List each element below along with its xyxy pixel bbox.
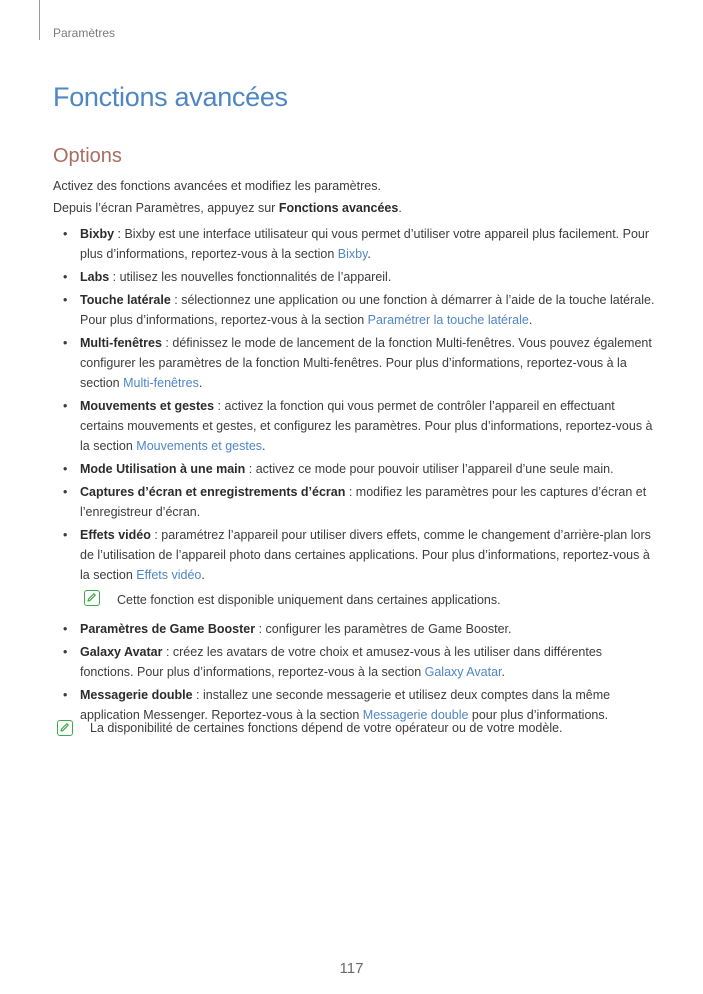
link-parametrer-touche-laterale[interactable]: Paramétrer la touche latérale xyxy=(367,313,529,327)
link-mouvements-gestes[interactable]: Mouvements et gestes xyxy=(136,439,263,453)
list-item-effets-video xyxy=(80,525,658,610)
intro-line-2 xyxy=(53,199,402,218)
item-after: . xyxy=(201,568,205,582)
item-term: Labs xyxy=(80,270,110,284)
item-term: Touche latérale xyxy=(80,293,171,307)
item-term: Mode Utilisation à une main xyxy=(80,462,246,476)
list-item-galaxy-avatar xyxy=(80,642,658,682)
item-text: : configurer les paramètres de Game Booster. xyxy=(255,622,512,636)
item-term: Effets vidéo xyxy=(80,528,151,542)
item-after: pour plus d’informations. xyxy=(468,708,609,722)
inline-note xyxy=(80,590,658,610)
item-after: . xyxy=(262,439,266,453)
item-after: . xyxy=(501,665,506,679)
bottom-note xyxy=(55,718,690,738)
item-text: : créez les avatars de votre choix et amusez-vous à les utiliser dans différentes fonctions. Pour plus d’informations, reportez-vous à la section xyxy=(80,645,603,679)
item-after: . xyxy=(198,376,203,390)
page-number: 117 xyxy=(339,960,364,977)
item-text: : définissez le mode de lancement de la fonction Multi-fenêtres. Vous pouvez également configurer les paramètres de la fonction Multi-fenêtres. Pour plus d’informations, reportez-vous à la section xyxy=(80,336,652,390)
inline-note-text: Cette fonction est disponible uniquement dans certaines applications. xyxy=(117,593,501,607)
link-bixby[interactable]: Bixby xyxy=(337,247,368,261)
list-item-game-booster xyxy=(80,619,658,639)
list-item-mode-une-main xyxy=(80,459,658,479)
list-item-mouvements-gestes xyxy=(80,396,658,456)
options-list xyxy=(80,224,658,728)
running-header: Paramètres xyxy=(53,26,116,40)
item-text: : activez ce mode pour pouvoir utiliser l’appareil d’une seule main. xyxy=(245,462,614,476)
item-term: Mouvements et gestes xyxy=(80,399,215,413)
list-item-touche-laterale xyxy=(80,290,658,330)
intro-prefix: Depuis l’écran Paramètres, appuyez sur xyxy=(53,201,279,215)
list-item-labs xyxy=(80,267,658,287)
header-divider xyxy=(39,0,40,40)
list-item-bixby xyxy=(80,224,658,264)
link-multi-fenetres[interactable]: Multi-fenêtres xyxy=(123,376,199,390)
item-term: Galaxy Avatar xyxy=(80,645,163,659)
item-text: : Bixby est une interface utilisateur qui vous permet d’utiliser votre appareil plus facilement. Pour plus d’informations, reportez-vous à la section xyxy=(80,227,650,261)
item-text: : installez une seconde messagerie et utilisez deux comptes dans la même application Messenger. Reportez-vous à la section xyxy=(80,688,611,722)
link-effets-video[interactable]: Effets vidéo xyxy=(136,568,202,582)
item-text: : paramétrez l’appareil pour utiliser divers effets, comme le changement d’arrière-plan lors de l’utilisation de l’appareil photo dans certaines applications. Pour plus d’informations, reportez-vous à la section xyxy=(80,528,651,582)
intro-line-1: Activez des fonctions avancées et modifiez les paramètres. xyxy=(53,179,381,193)
item-term: Captures d’écran et enregistrements d’écran xyxy=(80,485,346,499)
intro-suffix: . xyxy=(398,201,402,215)
item-term: Messagerie double xyxy=(80,688,193,702)
list-item-multi-fenetres xyxy=(80,333,658,393)
item-after: . xyxy=(528,313,533,327)
item-after: . xyxy=(367,247,371,261)
note-pencil-icon xyxy=(84,590,100,606)
bottom-note-text: La disponibilité de certaines fonctions dépend de votre opérateur ou de votre modèle. xyxy=(90,721,563,735)
item-term: Paramètres de Game Booster xyxy=(80,622,256,636)
item-text: : sélectionnez une application ou une fonction à démarrer à l’aide de la touche latérale. Pour plus d’informations, reportez-vous à la section xyxy=(80,293,655,327)
link-galaxy-avatar[interactable]: Galaxy Avatar xyxy=(424,665,502,679)
item-text: : modifiez les paramètres pour les captures d’écran et l’enregistreur d’écran. xyxy=(80,485,647,519)
list-item-captures-ecran xyxy=(80,482,658,522)
item-term: Multi-fenêtres xyxy=(80,336,162,350)
item-term: Bixby xyxy=(80,227,115,241)
note-pencil-icon xyxy=(57,720,73,736)
section-title: Options xyxy=(53,145,122,167)
item-text: : activez la fonction qui vous permet de contrôler l’appareil en effectuant certains mouvements et gestes, et configurez les paramètres. Pour plus d’informations, reportez-vous à la section xyxy=(80,399,653,453)
intro-menu-name: Fonctions avancées xyxy=(278,201,399,215)
item-text: : utilisez les nouvelles fonctionnalités de l’appareil. xyxy=(109,270,392,284)
page-title: Fonctions avancées xyxy=(53,82,288,112)
link-messagerie-double[interactable]: Messagerie double xyxy=(362,708,469,722)
